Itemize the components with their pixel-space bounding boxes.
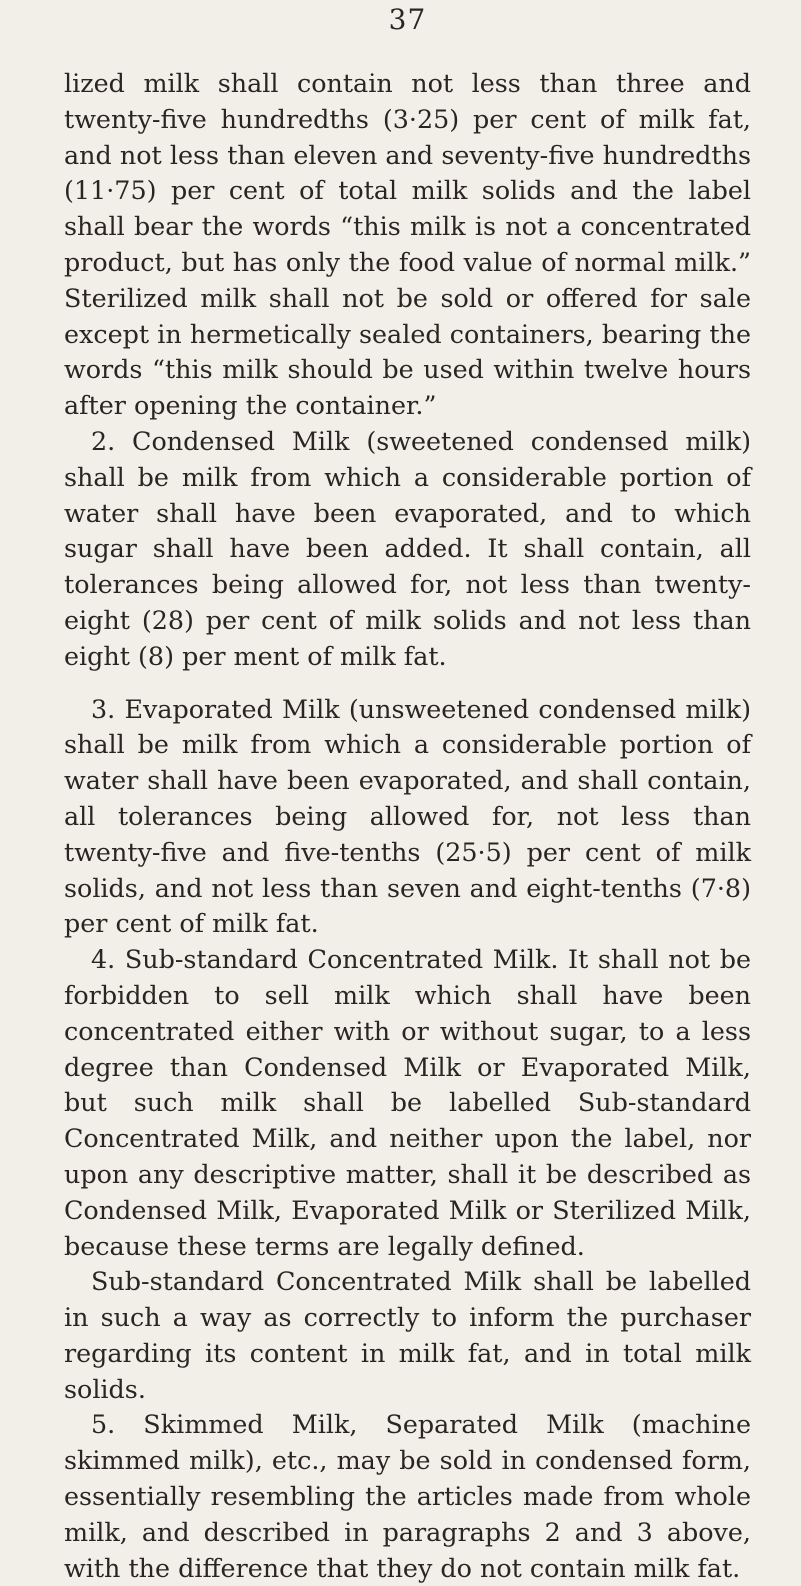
page-number: 37: [388, 3, 427, 36]
paragraph-sub-standard-concentrated-milk: 4. Sub-standard Concentrated Milk. It shall not be forbidden to sell milk which shall have been concentrated either with or without sugar, to a less degree than Condensed Milk or Evaporated Milk, but such milk shall be labelled Sub-standard Concentrated Milk, and neither upon the label, nor upon any descriptive matter, shall it be described as Condensed Milk, Evaporated Milk or Sterilized Milk, because these terms are legally defined.: [64, 944, 751, 1261]
paragraph-skimmed-milk: 5. Skimmed Milk, Separated Milk (machine skimmed milk), etc., may be sold in condensed form, essentially resembling the articles made from whole milk, and described in paragraphs 2 and 3 above, with the difference that they do not contain milk fat.: [64, 1409, 751, 1583]
paragraph-sterilized-milk-continued: lized milk shall contain not less than three and twenty-five hundredths (3·25) per cent of milk fat, and not less than eleven and seventy-five hundredths (11·75) per cent of total milk solids and the label shall bear the words “this milk is not a concentrated product, but has only the food value of normal milk.” Sterilized milk shall not be sold or offered for sale except in hermetically sealed containers, bearing the words “this milk should be used within twelve hours after opening the container.”: [64, 68, 751, 421]
paragraph-condensed-milk: 2. Condensed Milk (sweetened condensed milk) shall be milk from which a considerable portion of water shall have been evaporated, and to which sugar shall have been added. It shall contain, all tolerances being allowed for, not less than twenty-eight (28) per cent of milk solids and not less than eight (8) per ment of milk fat.: [64, 425, 751, 671]
paragraph-gap: [64, 675, 751, 692]
paragraph-evaporated-milk: 3. Evaporated Milk (unsweetened condensed milk) shall be milk from which a considerable portion of water shall have been evaporated, and shall contain, all tolerances being allowed for, not less than twenty-five and five-tenths (25·5) per cent of milk solids, and not less than seven and eight-tenths (7·8) per cent of milk fat.: [64, 693, 751, 939]
paragraph-sub-standard-labelling: Sub-standard Concentrated Milk shall be labelled in such a way as correctly to inform the purchaser regarding its content in milk fat, and in total milk solids.: [64, 1266, 751, 1404]
